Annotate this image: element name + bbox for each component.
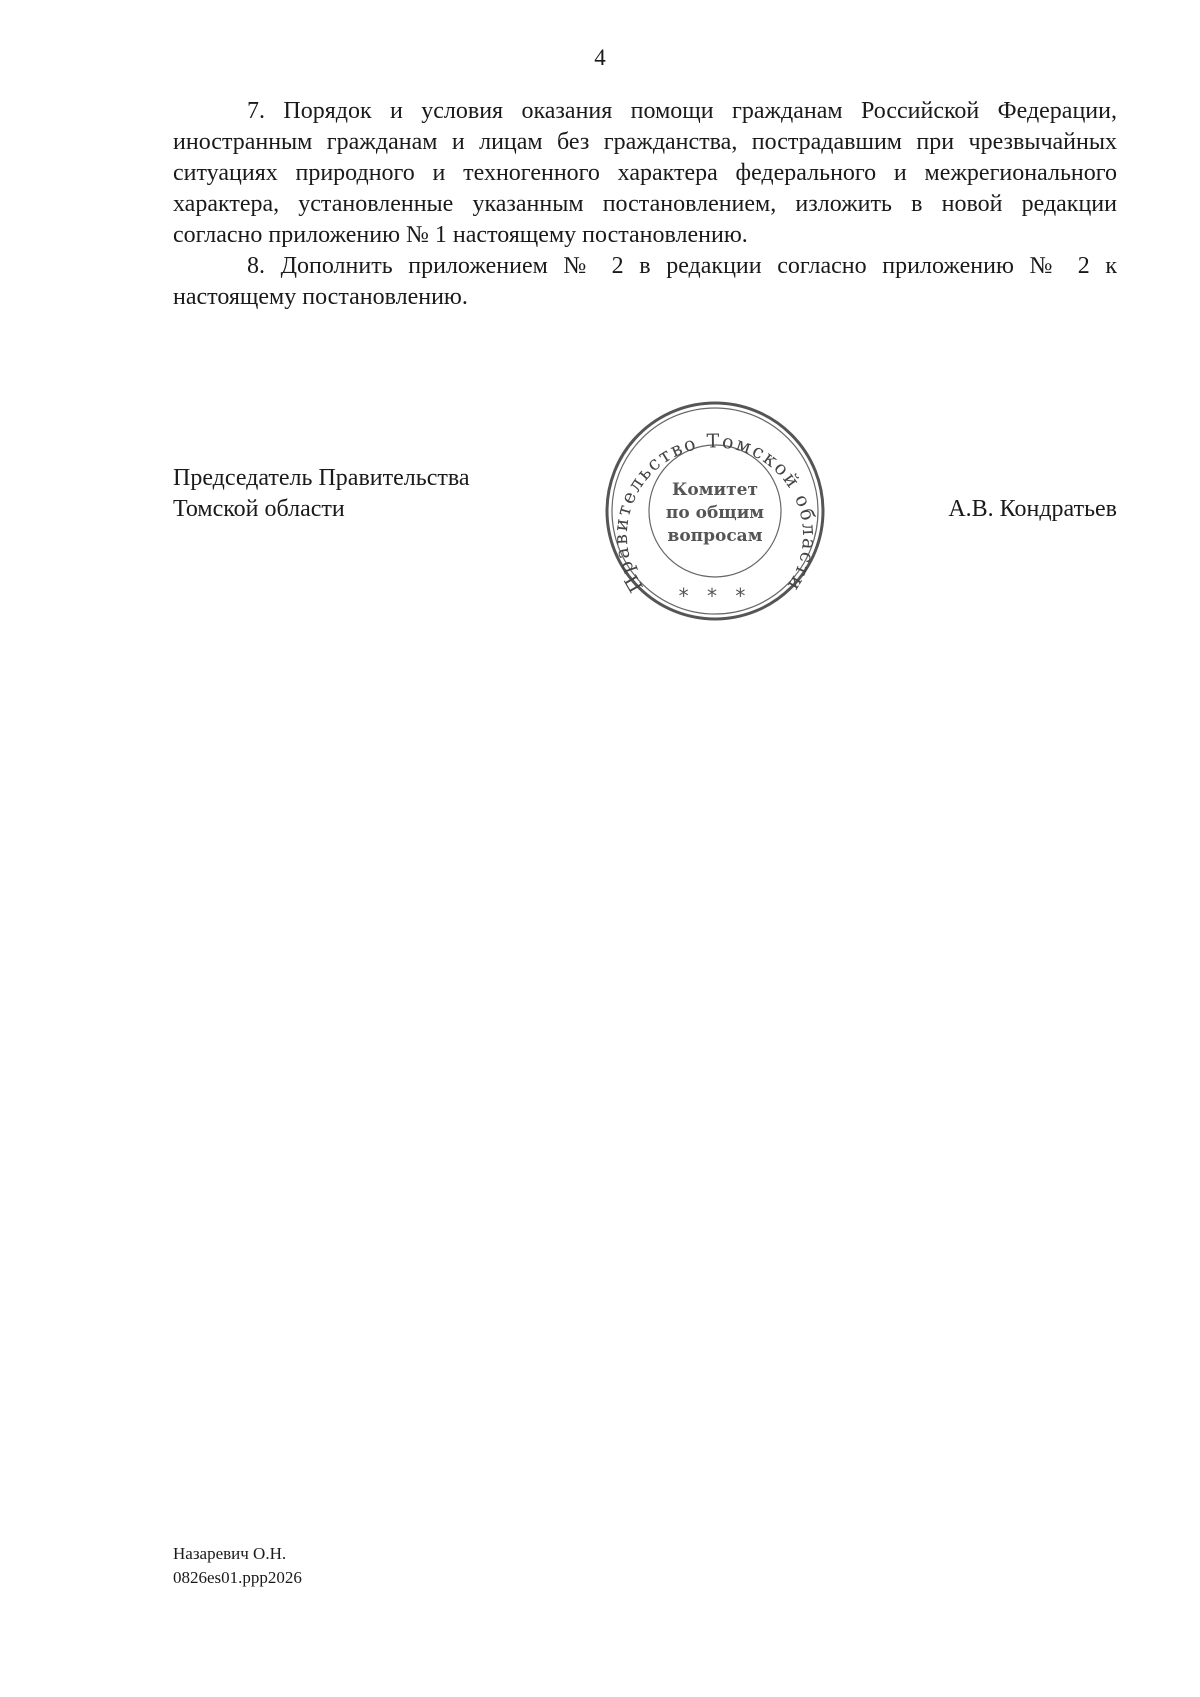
seal-center-line2: по общим [665,503,765,523]
executor-name: Назаревич О.Н. [173,1544,287,1563]
paragraph-item-8: 8. Дополнить приложением № 2 в редакции согласно приложению № 2 к настоящему постановлению. [173,253,1117,310]
document-footer [173,1542,302,1590]
seal-stars: * * * [678,584,752,608]
signer-name: А.В. Кондратьев [948,496,1117,522]
seal-center-line3: вопросам [667,526,763,546]
document-body [173,96,1117,313]
page-number: 4 [594,45,606,70]
signer-position-line2: Томской области [173,496,345,522]
official-seal [601,397,829,625]
signer-position [173,463,470,525]
seal-stamp-graphic [601,397,829,625]
signer-position-line1: Председатель Правительства [173,465,470,491]
file-code: 0826es01.ppp2026 [173,1568,302,1587]
seal-center-line1: Комитет [671,480,759,500]
paragraph-item-7: 7. Порядок и условия оказания помощи гражданам Российской Федерации, иностранным гражданам и лицам без гражданства, пострадавшим при чрезвычайных ситуациях природного и техногенного характера федерального и межрегионального характера, установленные указанным постановлением, изложить в новой редакции согласно приложению № 1 настоящему постановлению. [173,98,1117,248]
seal-ring-text: Правительство Томской области [609,430,821,597]
